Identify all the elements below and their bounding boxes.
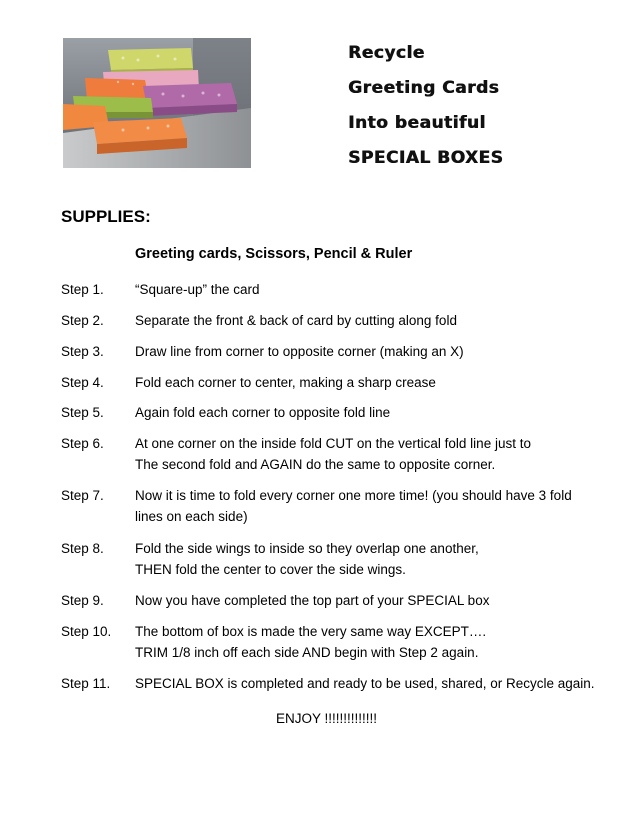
step-text: SPECIAL BOX is completed and ready to be used, shared, or Recycle again. (135, 676, 595, 691)
title-line: Recycle (348, 43, 425, 63)
step-text: The bottom of box is made the very same way EXCEPT…. (135, 624, 487, 639)
step-text: Separate the front & back of card by cutting along fold (135, 313, 457, 328)
title-line: Into beautiful (348, 113, 486, 133)
enjoy-text: ENJOY !!!!!!!!!!!!!! (276, 711, 378, 726)
title-line: SPECIAL BOXES (348, 148, 504, 168)
step-number: Step 8. (61, 541, 104, 556)
step-text: TRIM 1/8 inch off each side AND begin with Step 2 again. (135, 645, 479, 660)
supplies-heading: SUPPLIES: (61, 207, 151, 226)
page-title (348, 36, 503, 176)
step-number: Step 4. (61, 375, 104, 390)
step-text: THEN fold the center to cover the side wings. (135, 562, 406, 577)
step-text: “Square-up” the card (135, 282, 260, 297)
step-text: Fold the side wings to inside so they overlap one another, (135, 541, 479, 556)
step-number: Step 11. (61, 676, 111, 691)
title-line: Greeting Cards (348, 78, 500, 98)
step-text: Fold each corner to center, making a sharp crease (135, 375, 436, 390)
boxes-photo (63, 38, 251, 168)
step-number: Step 9. (61, 593, 104, 608)
step-text: Now it is time to fold every corner one more time! (you should have 3 fold (135, 488, 572, 503)
step-number: Step 5. (61, 405, 104, 420)
step-number: Step 7. (61, 488, 104, 503)
step-number: Step 1. (61, 282, 104, 297)
step-number: Step 10. (61, 624, 112, 639)
supplies-list: Greeting cards, Scissors, Pencil & Ruler (135, 246, 413, 262)
step-text: Draw line from corner to opposite corner (making an X) (135, 344, 464, 359)
step-number: Step 6. (61, 436, 104, 451)
step-text: The second fold and AGAIN do the same to opposite corner. (135, 457, 496, 472)
step-text: Now you have completed the top part of your SPECIAL box (135, 593, 490, 608)
step-number: Step 3. (61, 344, 104, 359)
step-text: At one corner on the inside fold CUT on the vertical fold line just to (135, 436, 531, 451)
step-number: Step 2. (61, 313, 104, 328)
step-text: Again fold each corner to opposite fold line (135, 405, 391, 420)
step-text: lines on each side) (135, 509, 248, 524)
